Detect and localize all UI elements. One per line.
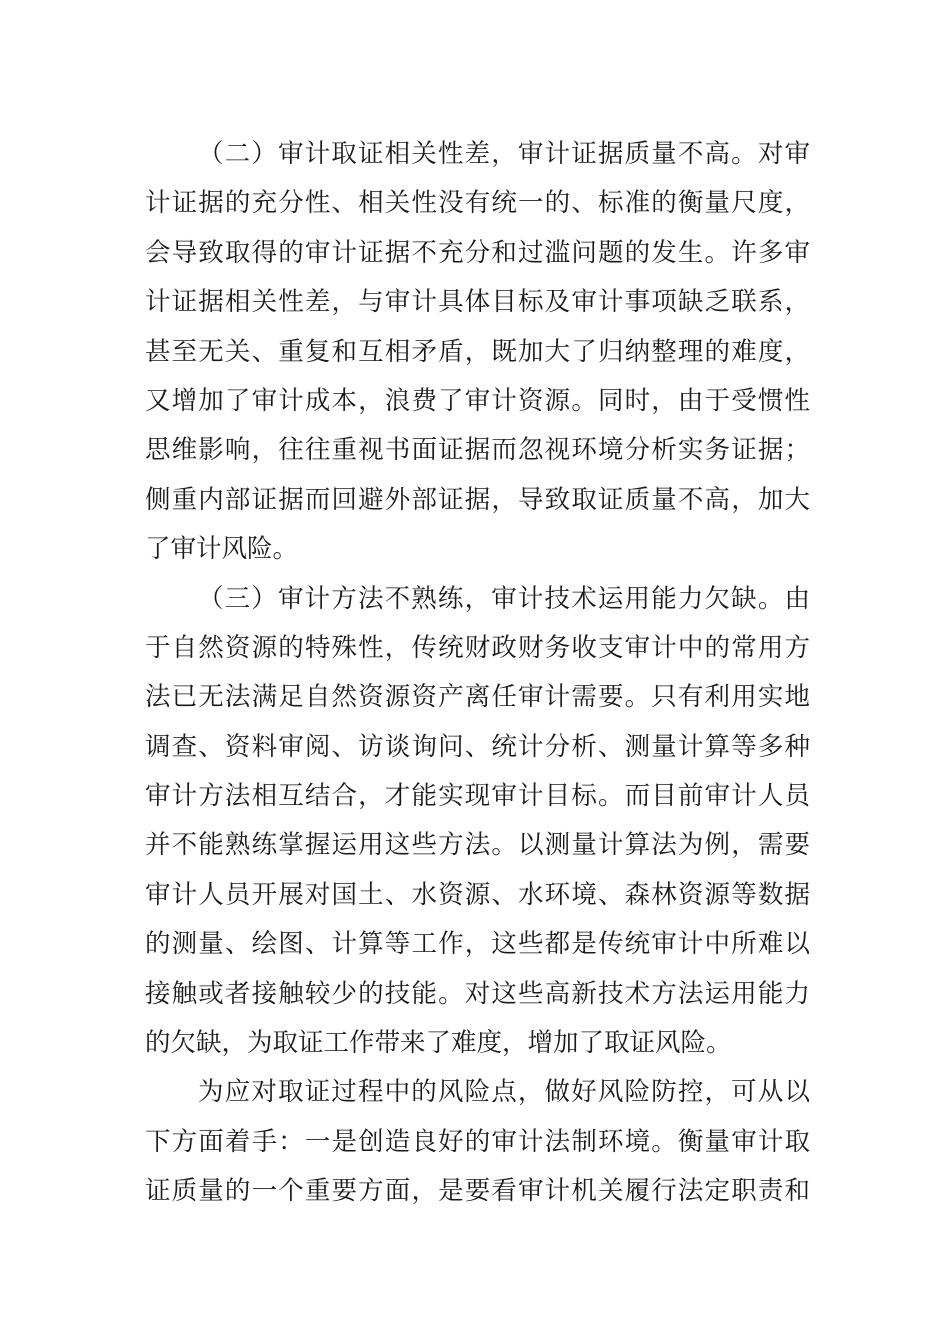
paragraph-2-line-3: 会导致取得的审计证据不充分和过滥问题的发生。许多审 [145, 237, 810, 268]
paragraph-2-line-1: （二）审计取证相关性差，审计证据质量不高。对审 [198, 139, 810, 169]
paragraph-3-line-7: 审计人员开展对国土、水资源、水环境、森林资源等数据 [145, 879, 810, 910]
paragraph-3-line-2: 于自然资源的特殊性，传统财政财务收支审计中的常用方 [145, 632, 810, 663]
paragraph-4-line-2: 下方面着手：一是创造良好的审计法制环境。衡量审计取 [145, 1126, 810, 1157]
paragraph-2-line-8: 侧重内部证据而回避外部证据，导致取证质量不高，加大 [145, 484, 810, 515]
paragraph-2-line-6: 又增加了审计成本，浪费了审计资源。同时，由于受惯性 [145, 385, 810, 416]
paragraph-2-line-9: 了审计风险。 [145, 534, 299, 565]
paragraph-3-line-8: 的测量、绘图、计算等工作，这些都是传统审计中所难以 [145, 929, 810, 960]
document-body [145, 130, 810, 1217]
paragraph-3-line-10: 的欠缺，为取证工作带来了难度，增加了取证风险。 [145, 1028, 732, 1059]
paragraph-3-line-5: 审计方法相互结合，才能实现审计目标。而目前审计人员 [145, 781, 810, 812]
paragraph-2-line-5: 甚至无关、重复和互相矛盾，既加大了归纳整理的难度， [145, 336, 810, 367]
paragraph-2-line-4: 计证据相关性差，与审计具体目标及审计事项缺乏联系， [145, 287, 810, 318]
paragraph-3-line-1: （三）审计方法不熟练，审计技术运用能力欠缺。由 [198, 583, 810, 614]
paragraph-3-line-4: 调查、资料审阅、访谈询问、统计分析、测量计算等多种 [145, 731, 810, 762]
paragraph-3-line-3: 法已无法满足自然资源资产离任审计需要。只有利用实地 [145, 682, 810, 713]
paragraph-4-line-3: 证质量的一个重要方面，是要看审计机关履行法定职责和 [145, 1176, 810, 1207]
paragraph-2-line-7: 思维影响，往往重视书面证据而忽视环境分析实务证据； [145, 435, 810, 466]
paragraph-2-line-2: 计证据的充分性、相关性没有统一的、标准的衡量尺度， [145, 188, 810, 219]
paragraph-4-line-1: 为应对取证过程中的风险点，做好风险防控，可从以 [198, 1077, 810, 1108]
paragraph-3-line-6: 并不能熟练掌握运用这些方法。以测量计算法为例，需要 [145, 830, 810, 861]
paragraph-3-line-9: 接触或者接触较少的技能。对这些高新技术方法运用能力 [145, 978, 810, 1009]
